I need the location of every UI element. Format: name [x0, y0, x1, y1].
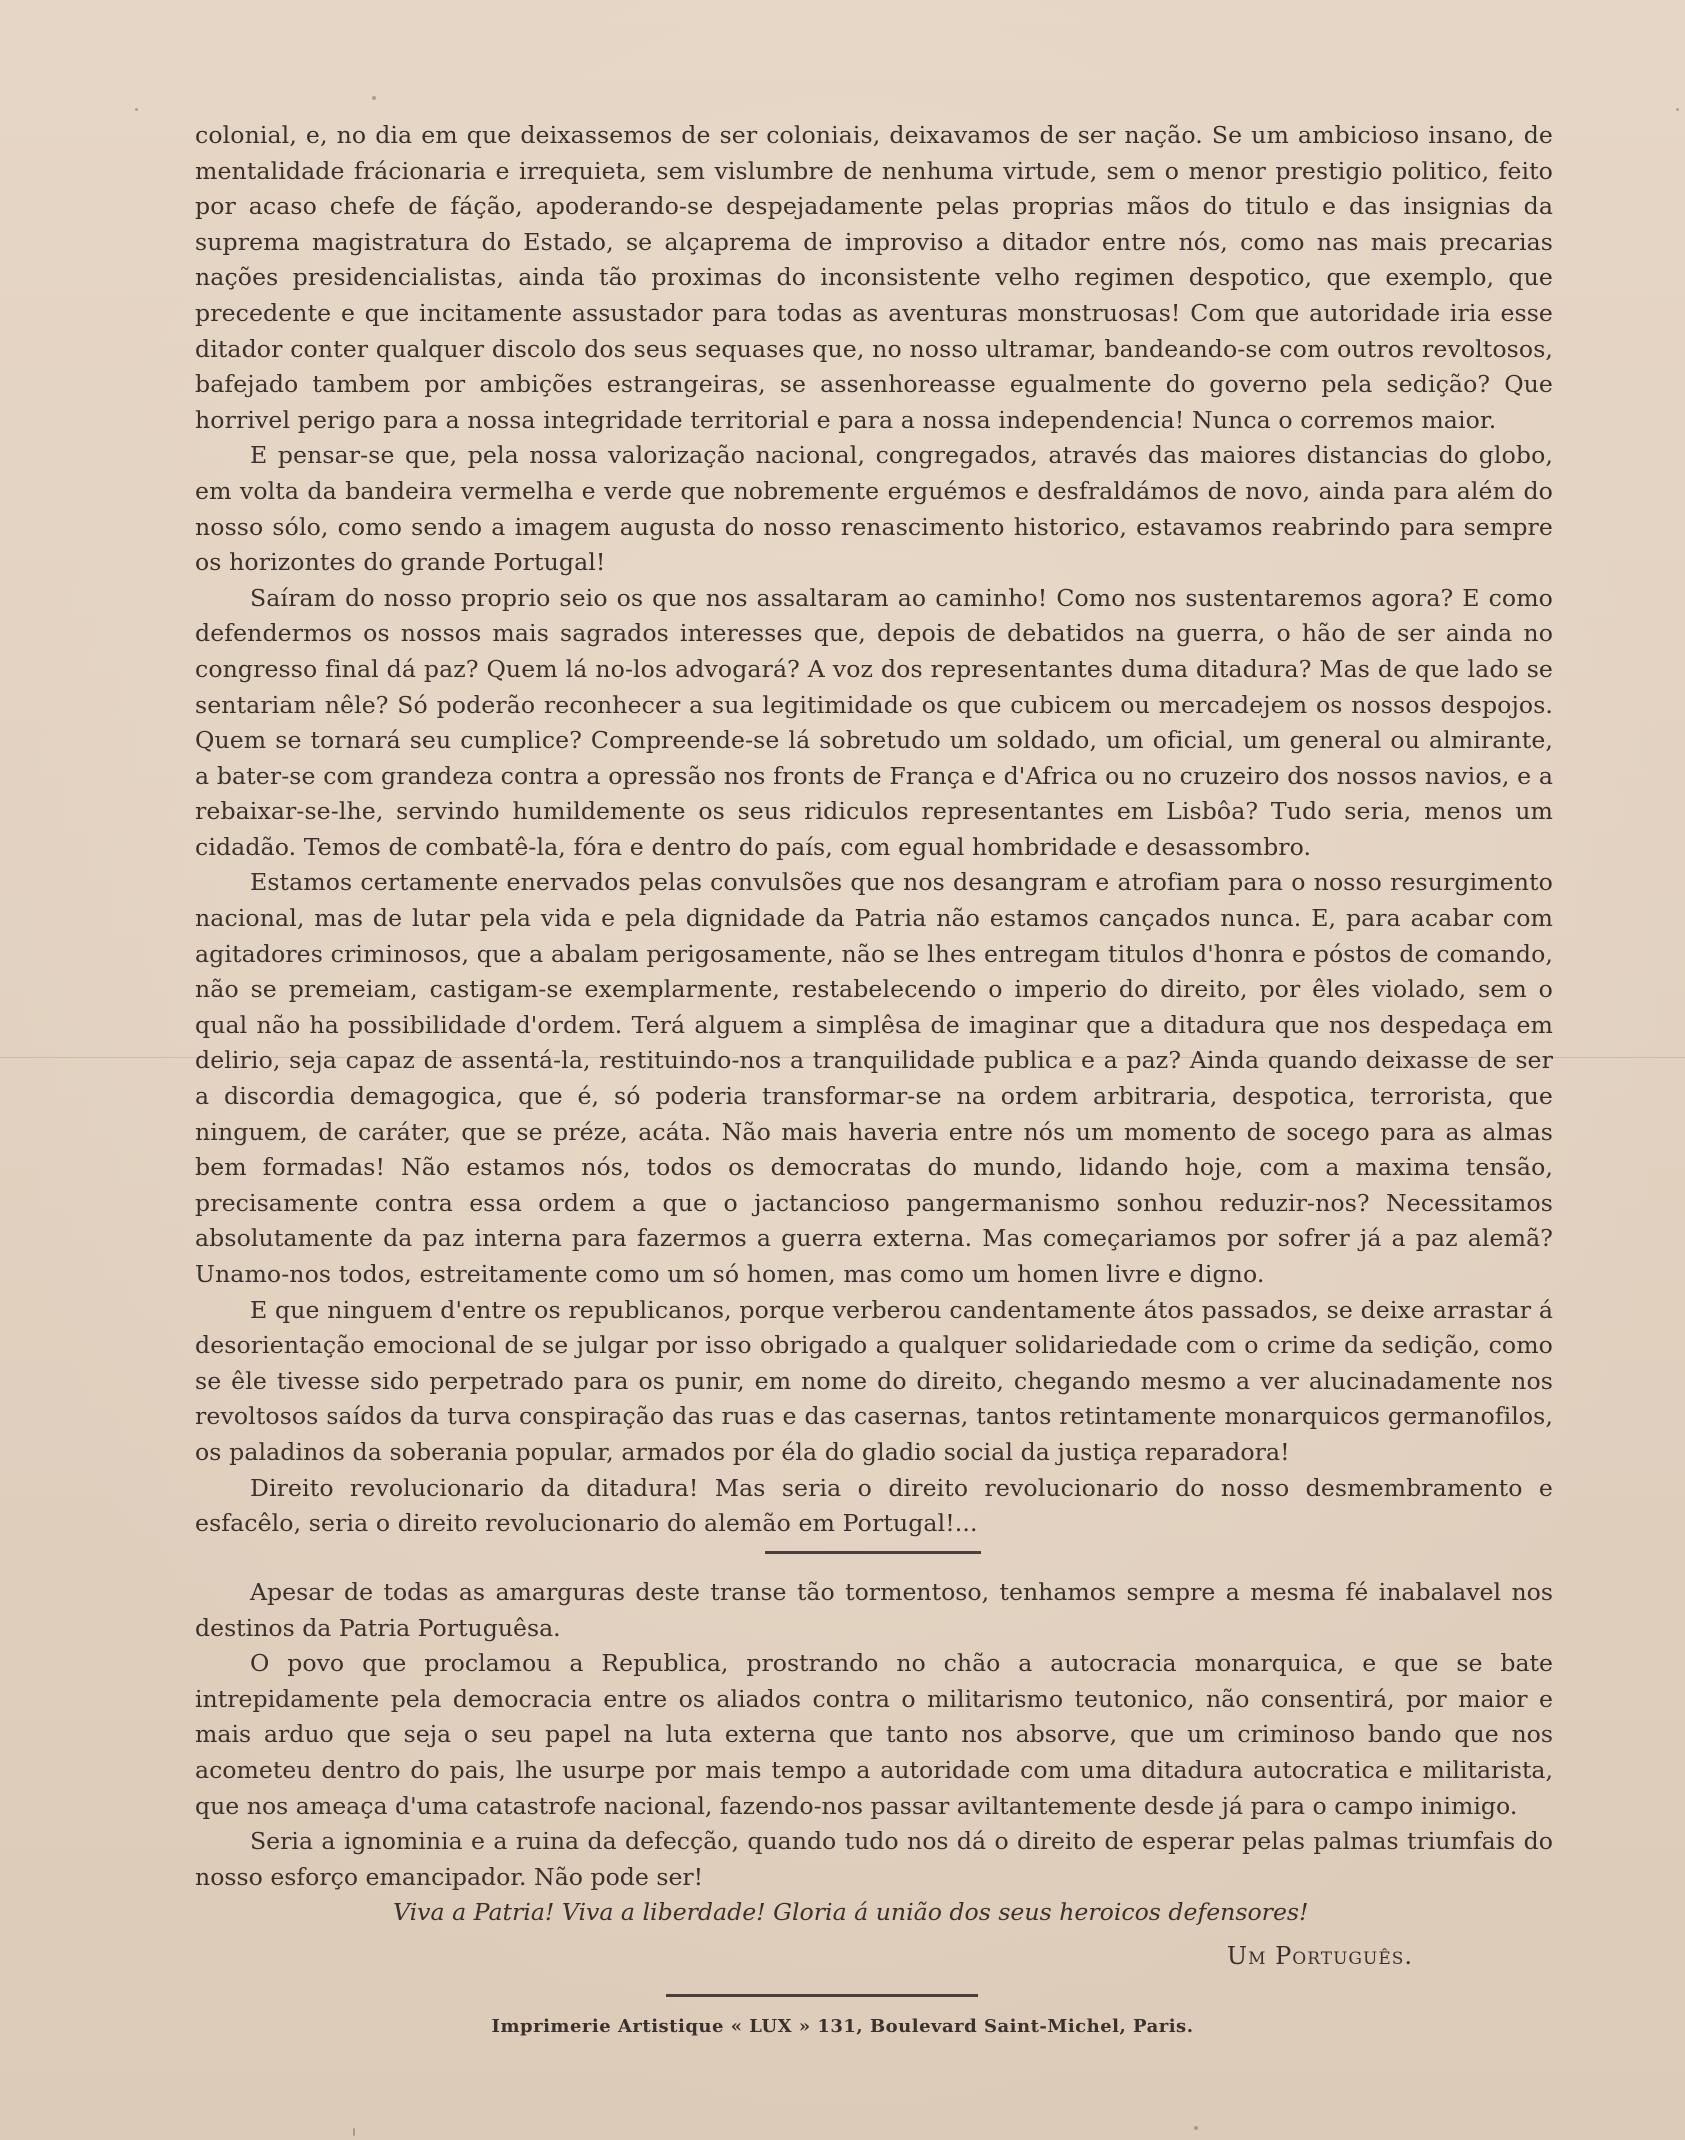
paragraph: Saíram do nosso proprio seio os que nos assaltaram ao caminho! Como nos sustentaremos agora? E como defendermos os nossos mais sagrados interesses que, depois de debatidos na guerra, o hão de ser ainda no congresso final dá paz? Quem lá no-los advogará? A voz dos representantes duma ditadura? Mas de que lado se sentariam nêle? Só poderão reconhecer a sua legitimidade os que cubicem ou mercadejem os nossos despojos. Quem se tornará seu cumplice? Compreende-se lá sobretudo um soldado, um oficial, um general ou almirante, a bater-se com grandeza contra a opressão nos fronts de França e d'Africa ou no cruzeiro dos nossos navios, e a rebaixar-se-lhe, servindo humildemente os seus ridiculos representantes em Lisbôa? Tudo seria, menos um cidadão. Temos de combatê-la, fóra e dentro do país, com egual hombridade e desassombro. [195, 583, 1553, 861]
paper-speck [135, 108, 138, 111]
paragraph: Apesar de todas as amarguras deste transe tão tormentoso, tenhamos sempre a mesma fé inabalavel nos destinos da Patria Portuguêsa. [195, 1578, 1553, 1642]
signature: Um Português. [1226, 1942, 1413, 1970]
letter-conclusion [195, 1575, 1553, 1931]
printer-imprint: Imprimerie Artistique « LUX » 131, Boulevard Saint-Michel, Paris. [491, 2016, 1194, 2037]
letter-body [195, 118, 1553, 1542]
paragraph: E pensar-se que, pela nossa valorização nacional, congregados, através das maiores distancias do globo, em volta da bandeira vermelha e verde que nobremente erguémos e desfraldámos de novo, ainda para além do nosso sólo, como sendo a imagem augusta do nosso renascimento historico, estavamos reabrindo para sempre os horizontes do grande Portugal! [195, 441, 1553, 577]
paper-speck [353, 2128, 355, 2136]
paragraph: colonial, e, no dia em que deixassemos de ser coloniais, deixavamos de ser nação. Se um ambicioso insano, de mentalidade frácionaria e irrequieta, sem vislumbre de nenhuma virtude, sem o menor prestigio politico, feito por acaso chefe de fáção, apoderando-se despejadamente pelas proprias mãos do titulo e das insignias da suprema magistratura do Estado, se alçaprema de improviso a ditador entre nós, como nas mais precarias nações presidencialistas, ainda tão proximas do inconsistente velho regimen despotico, que exemplo, que precedente e que incitamente assustador para todas as aventuras monstruosas! Com que autoridade iria esse ditador conter qualquer discolo dos seus sequases que, no nosso ultramar, bandeando-se com outros revoltosos, bafejado tambem por ambições estrangeiras, se assenhoreasse egualmente do governo pela sedição? Que horrivel perigo para a nossa integridade territorial e para a nossa independencia! Nunca o corremos maior. [195, 121, 1553, 434]
paragraph: Seria a ignominia e a ruina da defecção, quando tudo nos dá o direito de esperar pelas palmas triumfais do nosso esforço emancipador. Não pode ser! [195, 1827, 1553, 1891]
paper-speck [1194, 2126, 1198, 2130]
paragraph: E que ninguem d'entre os republicanos, porque verberou candentamente átos passados, se deixe arrastar á desorientação emocional de se julgar por isso obrigado a qualquer solidariedade com o crime da sedição, como se êle tivesse sido perpetrado para os punir, em nome do direito, chegando mesmo a ver alucinadamente nos revoltosos saídos da turva conspiração das ruas e das casernas, tantos retintamente monarquicos germanofilos, os paladinos da soberania popular, armados por éla do gladio social da justiça reparadora! [195, 1295, 1553, 1466]
paper-speck [372, 96, 376, 100]
closing-exclamation: Viva a Patria! Viva a liberdade! Gloria á união dos seus heroicos defensores! [393, 1898, 1309, 1927]
paragraph: O povo que proclamou a Republica, prostrando no chão a autocracia monarquica, e que se bate intrepidamente pela democracia entre os aliados contra o militarismo teutonico, não consentirá, por maior e mais arduo que seja o seu papel na luta externa que tanto nos absorve, que um criminoso bando que nos acometeu dentro do pais, lhe usurpe por mais tempo a autoridade com uma ditadura autocratica e militarista, que nos ameaça d'uma catastrofe nacional, fazendo-nos passar aviltantemente desde já para o campo inimigo. [195, 1649, 1553, 1820]
paragraph: Estamos certamente enervados pelas convulsões que nos desangram e atrofiam para o nosso resurgimento nacional, mas de lutar pela vida e pela dignidade da Patria não estamos cançados nunca. E, para acabar com agitadores criminosos, que a abalam perigosamente, não se lhes entregam titulos d'honra e póstos de comando, não se premeiam, castigam-se exemplarmente, restabelecendo o imperio do direito, por êles violado, sem o qual não ha possibilidade d'ordem. Terá alguem a simplêsa de imaginar que a ditadura que nos despedaça em delirio, seja capaz de assentá-la, restituindo-nos a tranquilidade publica e a paz? Ainda quando deixasse de ser a discordia demagogica, que é, só poderia transformar-se na ordem arbitraria, despotica, terrorista, que ninguem, de caráter, que se préze, acáta. Não mais haveria entre nós um momento de socego para as almas bem formadas! Não estamos nós, todos os democratas do mundo, lidando hoje, com a maxima tensão, precisamente contra essa ordem a que o jactancioso pangermanismo sonhou reduzir-nos? Necessitamos absolutamente da paz interna para fazermos a guerra externa. Mas começariamos por sofrer já a paz alemã? Unamo-nos todos, estreitamente como um só homen, mas como um homen livre e digno. [195, 868, 1553, 1288]
footer-divider [666, 1994, 978, 1997]
paper-speck [1676, 108, 1679, 111]
paragraph: Direito revolucionario da ditadura! Mas seria o direito revolucionario do nosso desmembramento e esfacêlo, seria o direito revolucionario do alemão em Portugal!... [195, 1473, 1553, 1538]
section-divider [765, 1551, 981, 1554]
